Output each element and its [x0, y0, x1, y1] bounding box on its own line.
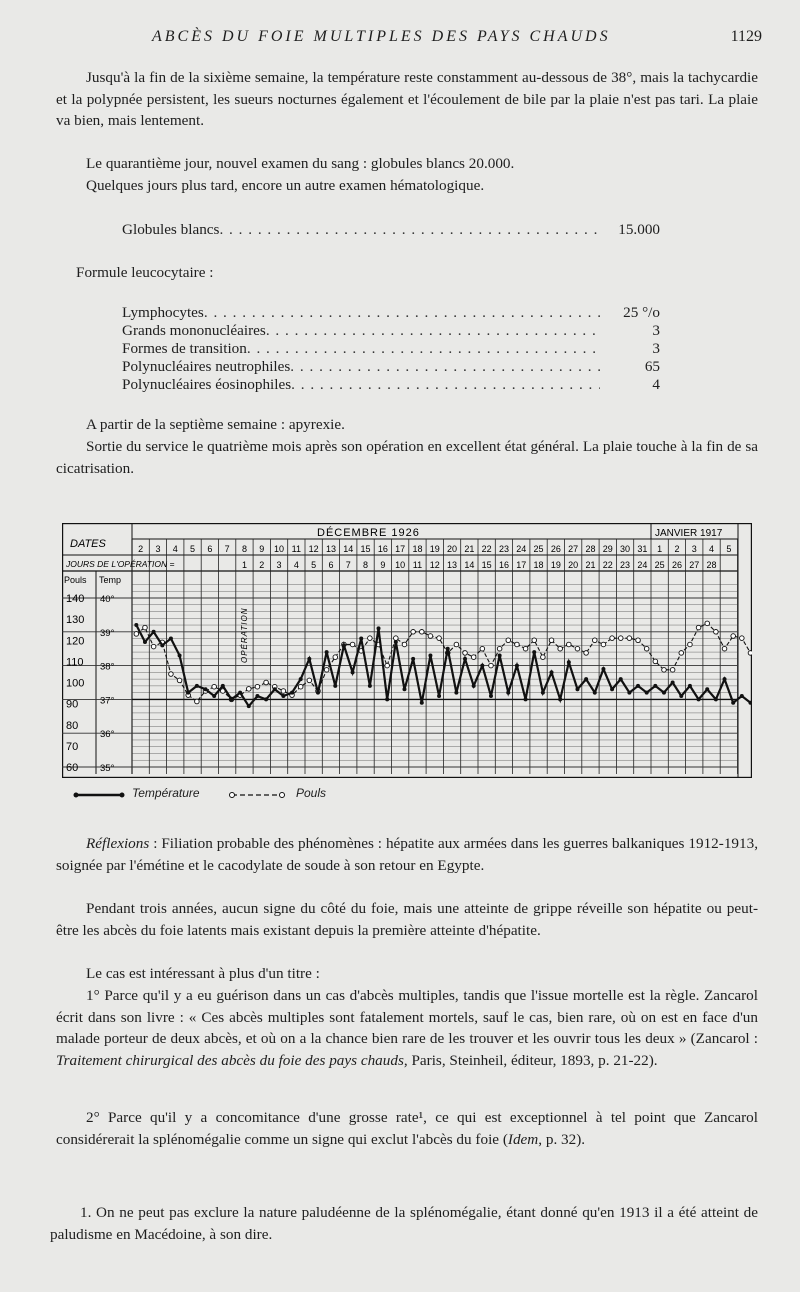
globules-value: 15.000: [618, 221, 660, 238]
page-header: [0, 28, 800, 52]
temperature-point: [229, 697, 233, 701]
pouls-point: [307, 678, 312, 683]
pouls-point: [411, 630, 416, 635]
legend-swatches: [62, 782, 462, 802]
pouls-point: [575, 646, 580, 651]
date-tick-label: 11: [291, 544, 302, 554]
jour-tick-label: 2: [259, 560, 265, 570]
temperature-point: [351, 670, 355, 674]
pouls-point: [480, 646, 485, 651]
date-tick-label: 29: [602, 544, 613, 554]
date-tick-label: 6: [207, 544, 213, 554]
temp-tick-label: 38°: [100, 661, 115, 673]
pouls-point: [696, 625, 701, 630]
date-tick-label: 23: [498, 544, 509, 554]
temperature-point: [731, 701, 735, 705]
pouls-point: [281, 689, 286, 694]
pouls-point: [740, 636, 745, 641]
paragraph-apyrexie: A partir de la septième semaine : apyrexie.: [86, 416, 345, 433]
formula-title: Formule leucocytaire :: [76, 264, 214, 281]
jour-tick-label: 17: [516, 560, 527, 570]
pouls-point: [748, 651, 752, 656]
date-tick-label: 4: [709, 544, 715, 554]
temperature-point: [307, 657, 311, 661]
temperature-point: [541, 691, 545, 695]
jour-tick-label: 25: [654, 560, 665, 570]
date-tick-label: 5: [726, 544, 732, 554]
date-tick-label: 9: [259, 544, 265, 554]
date-tick-label: 16: [377, 544, 388, 554]
pouls-point: [134, 632, 139, 637]
formula-row: Polynucléaires neutrophiles . . . 65: [122, 358, 660, 376]
citation-idem: Idem: [507, 1130, 539, 1148]
pouls-point: [454, 642, 459, 647]
temp-header: Temp: [99, 575, 122, 585]
temperature-point: [584, 677, 588, 681]
jour-tick-label: 6: [328, 560, 334, 570]
date-tick-label: 17: [395, 544, 406, 554]
temperature-point: [601, 667, 605, 671]
temperature-point: [238, 691, 242, 695]
temperature-point: [472, 684, 476, 688]
jour-tick-label: 26: [671, 560, 682, 570]
temperature-point: [212, 694, 216, 698]
paragraph-grippe: Pendant trois années, aucun signe du côté du foie, mais une atteinte de grippe réveille son hépatite ou peut-être les abcès du foie latents mais existant depuis la première atteinte d'hépatite.: [56, 900, 758, 939]
dates-label: DATES: [70, 538, 106, 550]
date-tick-label: 2: [138, 544, 144, 554]
temperature-point: [627, 691, 631, 695]
temperature-point: [143, 640, 147, 644]
pouls-point: [523, 646, 528, 651]
temperature-point: [152, 630, 156, 634]
jour-tick-label: 10: [395, 560, 406, 570]
temperature-point: [247, 704, 251, 708]
date-tick-label: 1: [657, 544, 663, 554]
temperature-point: [290, 691, 294, 695]
jour-tick-label: 15: [481, 560, 492, 570]
temperature-point: [524, 697, 528, 701]
temperature-point: [325, 650, 329, 654]
operation-label: OPÉRATION: [239, 607, 249, 663]
temperature-point: [299, 677, 303, 681]
temperature-point: [636, 684, 640, 688]
jour-tick-label: 14: [464, 560, 475, 570]
pouls-point: [264, 680, 269, 685]
temperature-point: [394, 640, 398, 644]
pouls-point: [177, 678, 182, 683]
temperature-point: [195, 684, 199, 688]
date-tick-label: 2: [674, 544, 680, 554]
jour-tick-label: 18: [533, 560, 544, 570]
pouls-point: [722, 646, 727, 651]
pouls-point: [246, 687, 251, 692]
temperature-point: [437, 694, 441, 698]
pouls-point: [151, 644, 156, 649]
temperature-point: [506, 691, 510, 695]
jour-tick-label: 11: [412, 560, 423, 570]
pouls-point: [662, 668, 667, 673]
pouls-point: [644, 646, 649, 651]
month-label: JANVIER 1917: [655, 528, 723, 539]
reflexions-heading: Réflexions: [86, 835, 150, 852]
temperature-point: [740, 694, 744, 698]
pouls-tick-label: 130: [66, 614, 85, 627]
month-label: DÉCEMBRE 1926: [317, 527, 420, 539]
paragraph-blood-exam: Le quarantième jour, nouvel examen du sang : globules blancs 20.000.: [86, 155, 515, 172]
paragraph-interest: Le cas est intéressant à plus d'un titre :: [86, 965, 320, 982]
date-tick-label: 3: [691, 544, 697, 554]
formula-row: Formes de transition . . . 3: [122, 340, 660, 358]
pouls-point: [471, 655, 476, 660]
date-tick-label: 13: [325, 544, 336, 554]
chart-legend: [62, 782, 462, 802]
paragraph-point-1: 1° Parce qu'il y a eu guérison dans un cas d'abcès multiples, tandis que l'issue mortelle est la règle. Zancarol écrit dans son livre : « Ces abcès multiples sont fatalement mortels, sauf le cas, bien rare, où on est en face d'un malade porteur de deux abcès, et où on a la chance bien rare de les trouver et les ouvrir tous les deux » (Zancarol : Traitement chirurgical des abcès du foie des pays chauds, Paris, Steinheil, éditeur, 1893, p. 21-22).: [56, 987, 758, 1069]
jour-tick-label: 21: [585, 560, 596, 570]
jour-tick-label: 7: [345, 560, 351, 570]
date-tick-label: 30: [620, 544, 631, 554]
globules-row: [122, 221, 660, 239]
date-tick-label: 28: [585, 544, 596, 554]
pouls-point: [636, 638, 641, 643]
temperature-point: [169, 637, 173, 641]
jour-tick-label: 19: [550, 560, 561, 570]
temperature-point: [186, 691, 190, 695]
pouls-point: [497, 646, 502, 651]
date-tick-label: 27: [568, 544, 579, 554]
paragraph-discharge: Sortie du service le quatrième mois après son opération en excellent état général. La plaie touche à la fin de sa cicatrisation.: [56, 438, 758, 477]
pouls-point: [567, 642, 572, 647]
pouls-point: [670, 668, 675, 673]
temperature-point: [359, 637, 363, 641]
date-tick-label: 12: [308, 544, 319, 554]
legend-pouls: Pouls: [296, 786, 327, 800]
temperature-point: [411, 657, 415, 661]
date-tick-label: 24: [516, 544, 527, 554]
temperature-point: [550, 670, 554, 674]
jour-tick-label: 9: [380, 560, 386, 570]
date-tick-label: 25: [533, 544, 544, 554]
date-tick-label: 19: [429, 544, 440, 554]
running-title: ABCÈS DU FOIE MULTIPLES DES PAYS CHAUDS: [152, 28, 611, 45]
temperature-point: [420, 701, 424, 705]
pouls-tick-label: 100: [66, 677, 85, 690]
pouls-tick-label: 60: [66, 762, 79, 774]
footnote: 1. On ne peut pas exclure la nature paludéenne de la splénomégalie, étant donné qu'en 1913 il a été atteint de paludisme en Macédoine, à son dire.: [50, 1204, 758, 1243]
temperature-point: [333, 684, 337, 688]
pouls-tick-label: 140: [66, 593, 85, 605]
date-tick-label: 5: [190, 544, 196, 554]
pouls-point: [195, 699, 200, 704]
pouls-point: [368, 636, 373, 641]
date-tick-label: 3: [155, 544, 161, 554]
temperature-point: [558, 697, 562, 701]
jour-tick-label: 22: [602, 560, 613, 570]
temp-tick-label: 36°: [100, 729, 115, 741]
temperature-point: [385, 697, 389, 701]
legend-temperature: Température: [132, 786, 200, 800]
jour-tick-label: 3: [276, 560, 282, 570]
date-tick-label: 31: [637, 544, 648, 554]
temperature-point: [368, 684, 372, 688]
date-tick-label: 21: [464, 544, 475, 554]
pouls-point: [428, 634, 433, 639]
temperature-point: [532, 650, 536, 654]
pouls-point: [463, 651, 468, 656]
pouls-point: [169, 672, 174, 677]
pouls-point: [298, 684, 303, 689]
jour-tick-label: 13: [447, 560, 458, 570]
temperature-point: [204, 687, 208, 691]
pouls-point: [437, 636, 442, 641]
pouls-point: [506, 638, 511, 643]
temp-tick-label: 35°: [100, 763, 115, 774]
temperature-point: [255, 694, 259, 698]
temperature-point: [264, 697, 268, 701]
date-tick-label: 15: [360, 544, 371, 554]
temperature-point: [705, 687, 709, 691]
temperature-point: [273, 687, 277, 691]
formula-row: Lymphocytes . . . 25 °/o: [122, 304, 660, 322]
citation-title: Traitement chirurgical des abcès du foie des pays chauds: [56, 1051, 404, 1069]
pouls-point: [558, 646, 563, 651]
date-tick-label: 22: [481, 544, 492, 554]
date-tick-label: 18: [412, 544, 423, 554]
date-tick-label: 20: [447, 544, 458, 554]
temperature-point: [515, 664, 519, 668]
pouls-point: [385, 663, 390, 668]
jour-tick-label: 5: [311, 560, 317, 570]
date-tick-label: 7: [224, 544, 230, 554]
temperature-point: [221, 684, 225, 688]
pouls-header: Pouls: [64, 575, 87, 585]
paragraph-point-2: 2° Parce qu'il y a concomitance d'une grosse rate¹, ce qui est exceptionnel à tel point que Zancarol considérerait la splénomégalie comme un signe qui exclut l'abcès du foie (Idem, p. 32).: [56, 1109, 758, 1148]
paragraph-temperature: Jusqu'à la fin de la sixième semaine, la température reste constamment au-dessous de 38°, mais la tachycardie et la polypnée persistent, les sueurs nocturnes également et l'écoulement de bile par la plaie n'est pas tari. La plaie va bien, mais lentement.: [56, 69, 758, 130]
temperature-point: [697, 697, 701, 701]
pouls-point: [653, 659, 658, 664]
temperature-point: [575, 687, 579, 691]
pouls-point: [592, 638, 597, 643]
temperature-point: [316, 691, 320, 695]
temperature-point: [134, 623, 138, 627]
temperature-point: [377, 626, 381, 630]
pouls-point: [324, 668, 329, 673]
temperature-point: [160, 643, 164, 647]
pouls-point: [627, 636, 632, 641]
temperature-point: [428, 653, 432, 657]
pouls-tick-label: 70: [66, 740, 79, 753]
jour-tick-label: 20: [568, 560, 579, 570]
pouls-point: [688, 642, 693, 647]
temperature-point: [454, 691, 458, 695]
temperature-point: [178, 653, 182, 657]
pouls-point: [731, 634, 736, 639]
temperature-point: [342, 643, 346, 647]
temperature-point: [671, 681, 675, 685]
pouls-tick-label: 120: [66, 635, 85, 648]
temperature-point: [662, 691, 666, 695]
temperature-point: [723, 677, 727, 681]
temperature-point: [653, 684, 657, 688]
pouls-point: [394, 636, 399, 641]
pouls-point: [402, 642, 407, 647]
paragraph-reflexions: Réflexions : Filiation probable des phénomènes : hépatite aux armées dans les guerres balkaniques 1912-1913, soignée par l'émétine et le cacodylate de soude à son retour en Egypte.: [56, 835, 758, 874]
pouls-point: [489, 663, 494, 668]
temperature-point: [610, 687, 614, 691]
pouls-point: [705, 621, 710, 626]
jour-tick-label: 28: [706, 560, 717, 570]
pouls-point: [143, 625, 148, 630]
temperature-point: [714, 697, 718, 701]
temperature-point: [619, 677, 623, 681]
pouls-point: [541, 655, 546, 660]
pouls-point: [601, 642, 606, 647]
pouls-point: [350, 642, 355, 647]
pouls-point: [714, 630, 719, 635]
pouls-point: [549, 638, 554, 643]
paragraph-hemato-exam: Quelques jours plus tard, encore un autre examen hématologique.: [86, 177, 485, 194]
pouls-tick-label: 90: [66, 698, 79, 711]
pouls-tick-label: 110: [66, 656, 84, 669]
pouls-point: [333, 655, 338, 660]
jour-tick-label: 12: [429, 560, 440, 570]
date-tick-label: 4: [172, 544, 178, 554]
globules-label: Globules blancs: [122, 221, 220, 238]
temperature-pulse-chart: [62, 523, 752, 778]
formula-row: Polynucléaires éosinophiles . . . 4: [122, 376, 660, 394]
temperature-point: [593, 691, 597, 695]
date-tick-label: 8: [241, 544, 247, 554]
temperature-point: [446, 647, 450, 651]
temperature-point: [567, 660, 571, 664]
formula-row: Grands mononucléaires . . . 3: [122, 322, 660, 340]
pouls-point: [515, 642, 520, 647]
temperature-point: [402, 687, 406, 691]
temperature-point: [679, 694, 683, 698]
temp-tick-label: 37°: [100, 695, 115, 707]
jour-tick-label: 16: [498, 560, 509, 570]
temperature-point: [463, 657, 467, 661]
temperature-point: [498, 653, 502, 657]
temperature-point: [688, 684, 692, 688]
pouls-point: [584, 651, 589, 656]
date-tick-label: 26: [550, 544, 561, 554]
date-tick-label: 14: [343, 544, 354, 554]
jours-label: JOURS DE L'OPÉRATION =: [66, 559, 175, 569]
pouls-tick-label: 80: [66, 719, 79, 732]
pouls-point: [255, 684, 260, 689]
chart-svg: [62, 523, 752, 778]
pouls-point: [679, 651, 684, 656]
temperature-point: [489, 694, 493, 698]
temperature-point: [281, 694, 285, 698]
temperature-point: [480, 664, 484, 668]
date-tick-label: 10: [274, 544, 285, 554]
temp-tick-label: 40°: [100, 594, 115, 605]
jour-tick-label: 24: [637, 560, 648, 570]
temp-tick-label: 39°: [100, 627, 115, 639]
pouls-point: [419, 630, 424, 635]
jour-tick-label: 1: [241, 560, 247, 570]
jour-tick-label: 8: [363, 560, 369, 570]
temperature-point: [645, 691, 649, 695]
jour-tick-label: 27: [689, 560, 700, 570]
pouls-point: [618, 636, 623, 641]
jour-tick-label: 4: [293, 560, 299, 570]
pouls-point: [212, 684, 217, 689]
pouls-point: [532, 638, 537, 643]
page-number: 1129: [730, 28, 762, 45]
pouls-point: [610, 636, 615, 641]
jour-tick-label: 23: [620, 560, 631, 570]
